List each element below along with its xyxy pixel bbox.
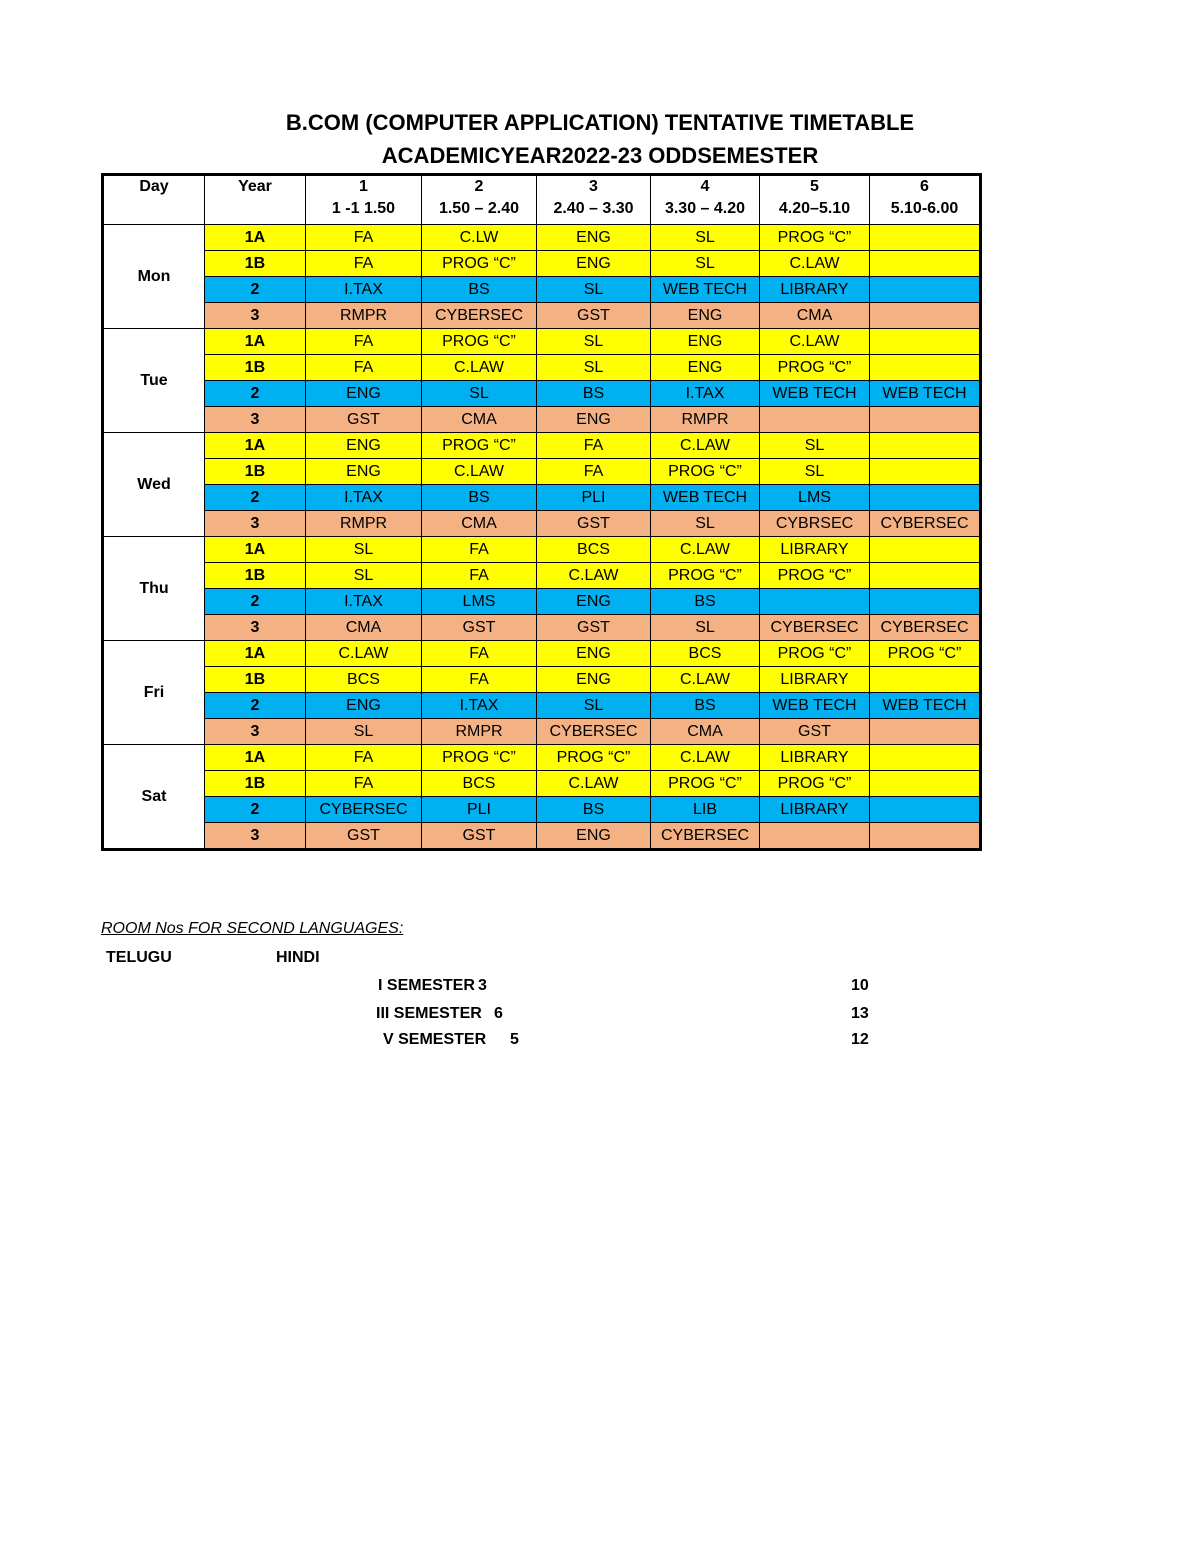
subject-cell: [870, 797, 981, 823]
table-row: [103, 329, 981, 355]
day-label: Mon: [103, 225, 205, 329]
subject-cell: SL: [651, 225, 760, 251]
timetable: [101, 173, 982, 851]
header-period: 3 2.40 – 3.30: [537, 175, 651, 225]
subject-cell: CYBERSEC: [651, 823, 760, 850]
subject-cell: SL: [651, 511, 760, 537]
header-row: [103, 175, 981, 225]
table-row: [103, 433, 981, 459]
subject-cell: RMPR: [651, 407, 760, 433]
subject-cell: CYBERSEC: [306, 797, 422, 823]
year-label: 1B: [205, 251, 306, 277]
subject-cell: ENG: [537, 823, 651, 850]
subject-cell: PROG “C”: [651, 459, 760, 485]
subject-cell: [870, 745, 981, 771]
subject-cell: CYBERSEC: [760, 615, 870, 641]
day-label: Tue: [103, 329, 205, 433]
subject-cell: SL: [651, 615, 760, 641]
subject-cell: C.LAW: [760, 329, 870, 355]
subject-cell: ENG: [537, 251, 651, 277]
telugu-room: 3: [478, 977, 487, 994]
subject-cell: BS: [537, 797, 651, 823]
header-period: 5 4.20–5.10: [760, 175, 870, 225]
table-row: [103, 381, 981, 407]
year-label: 1A: [205, 329, 306, 355]
subject-cell: BS: [422, 277, 537, 303]
subject-cell: LIBRARY: [760, 537, 870, 563]
subject-cell: SL: [306, 537, 422, 563]
subject-cell: BCS: [422, 771, 537, 797]
subject-cell: SL: [537, 329, 651, 355]
subject-cell: ENG: [537, 407, 651, 433]
table-row: [103, 589, 981, 615]
subject-cell: FA: [306, 355, 422, 381]
year-label: 3: [205, 511, 306, 537]
year-label: 3: [205, 615, 306, 641]
subject-cell: BS: [651, 589, 760, 615]
subject-cell: LIBRARY: [760, 745, 870, 771]
subject-cell: C.LAW: [651, 745, 760, 771]
subject-cell: GST: [537, 511, 651, 537]
subject-cell: [760, 589, 870, 615]
year-label: 2: [205, 693, 306, 719]
subject-cell: C.LAW: [422, 459, 537, 485]
subject-cell: PROG “C”: [760, 225, 870, 251]
subject-cell: ENG: [651, 303, 760, 329]
year-label: 3: [205, 823, 306, 850]
telugu-label: TELUGU: [106, 949, 172, 966]
subject-cell: CYBERSEC: [422, 303, 537, 329]
subject-cell: C.LAW: [306, 641, 422, 667]
year-label: 1A: [205, 225, 306, 251]
subject-cell: C.LW: [422, 225, 537, 251]
subject-cell: [870, 303, 981, 329]
header-period: 6 5.10-6.00: [870, 175, 981, 225]
subject-cell: [870, 329, 981, 355]
table-row: [103, 303, 981, 329]
subject-cell: BCS: [651, 641, 760, 667]
header-period: 4 3.30 – 4.20: [651, 175, 760, 225]
day-label: Sat: [103, 745, 205, 850]
subject-cell: C.LAW: [651, 433, 760, 459]
table-row: [103, 667, 981, 693]
year-label: 1A: [205, 641, 306, 667]
subject-cell: WEB TECH: [870, 381, 981, 407]
subject-cell: C.LAW: [422, 355, 537, 381]
year-label: 2: [205, 797, 306, 823]
subject-cell: GST: [306, 407, 422, 433]
subject-cell: BS: [537, 381, 651, 407]
table-row: [103, 719, 981, 745]
subject-cell: SL: [651, 251, 760, 277]
subject-cell: SL: [760, 433, 870, 459]
subject-cell: CYBERSEC: [537, 719, 651, 745]
subject-cell: FA: [422, 563, 537, 589]
subject-cell: WEB TECH: [651, 277, 760, 303]
subject-cell: GST: [537, 303, 651, 329]
subject-cell: [870, 277, 981, 303]
subject-cell: C.LAW: [651, 667, 760, 693]
header-period: 2 1.50 – 2.40: [422, 175, 537, 225]
subject-cell: ENG: [306, 459, 422, 485]
semester-name: III SEMESTER: [376, 1005, 482, 1022]
subject-cell: SL: [306, 563, 422, 589]
subject-cell: I.TAX: [422, 693, 537, 719]
subject-cell: PLI: [537, 485, 651, 511]
table-row: [103, 511, 981, 537]
subject-cell: WEB TECH: [760, 693, 870, 719]
subject-cell: CMA: [422, 511, 537, 537]
table-row: [103, 277, 981, 303]
subject-cell: PLI: [422, 797, 537, 823]
table-row: [103, 641, 981, 667]
day-label: Wed: [103, 433, 205, 537]
subject-cell: CMA: [306, 615, 422, 641]
table-row: [103, 485, 981, 511]
table-row: [103, 745, 981, 771]
table-row: [103, 407, 981, 433]
header-year: Year: [205, 175, 306, 225]
subject-cell: PROG “C”: [760, 641, 870, 667]
header-period: 1 1 -1 1.50: [306, 175, 422, 225]
year-label: 1B: [205, 355, 306, 381]
table-row: [103, 537, 981, 563]
subject-cell: FA: [306, 771, 422, 797]
table-row: [103, 355, 981, 381]
subject-cell: PROG “C”: [422, 329, 537, 355]
hindi-room: 10: [851, 977, 869, 994]
subject-cell: RMPR: [306, 303, 422, 329]
day-label: Thu: [103, 537, 205, 641]
room-heading: ROOM Nos FOR SECOND LANGUAGES:: [101, 920, 404, 937]
subject-cell: ENG: [306, 693, 422, 719]
subject-cell: LMS: [760, 485, 870, 511]
year-label: 1A: [205, 537, 306, 563]
subject-cell: PROG “C”: [422, 433, 537, 459]
subject-cell: FA: [306, 225, 422, 251]
subject-cell: [870, 485, 981, 511]
subject-cell: FA: [306, 251, 422, 277]
page-title: B.COM (COMPUTER APPLICATION) TENTATIVE TIMETABLE: [285, 110, 915, 135]
subject-cell: ENG: [537, 641, 651, 667]
subject-cell: WEB TECH: [651, 485, 760, 511]
subject-cell: PROG “C”: [870, 641, 981, 667]
subject-cell: [870, 251, 981, 277]
subject-cell: ENG: [651, 329, 760, 355]
year-label: 2: [205, 485, 306, 511]
table-row: [103, 563, 981, 589]
page-subtitle: ACADEMICYEAR2022-23 ODDSEMESTER: [381, 143, 819, 168]
subject-cell: LIBRARY: [760, 667, 870, 693]
subject-cell: GST: [306, 823, 422, 850]
subject-cell: BS: [422, 485, 537, 511]
subject-cell: [870, 459, 981, 485]
subject-cell: WEB TECH: [870, 693, 981, 719]
subject-cell: CYBERSEC: [870, 511, 981, 537]
subject-cell: I.TAX: [651, 381, 760, 407]
subject-cell: [870, 667, 981, 693]
subject-cell: PROG “C”: [537, 745, 651, 771]
subject-cell: RMPR: [422, 719, 537, 745]
year-label: 2: [205, 277, 306, 303]
table-row: [103, 771, 981, 797]
year-label: 2: [205, 381, 306, 407]
subject-cell: PROG “C”: [651, 563, 760, 589]
subject-cell: CYBERSEC: [870, 615, 981, 641]
subject-cell: LMS: [422, 589, 537, 615]
header-day: Day: [103, 175, 205, 225]
table-row: [103, 459, 981, 485]
subject-cell: [870, 407, 981, 433]
year-label: 1B: [205, 563, 306, 589]
subject-cell: GST: [422, 615, 537, 641]
semester-name: V SEMESTER: [383, 1031, 487, 1048]
subject-cell: BCS: [537, 537, 651, 563]
subject-cell: PROG “C”: [760, 771, 870, 797]
year-label: 1A: [205, 745, 306, 771]
year-label: 2: [205, 589, 306, 615]
subject-cell: C.LAW: [651, 537, 760, 563]
subject-cell: [870, 355, 981, 381]
year-label: 1A: [205, 433, 306, 459]
subject-cell: C.LAW: [760, 251, 870, 277]
subject-cell: RMPR: [306, 511, 422, 537]
year-label: 1B: [205, 459, 306, 485]
subject-cell: WEB TECH: [760, 381, 870, 407]
subject-cell: [870, 589, 981, 615]
subject-cell: FA: [306, 329, 422, 355]
subject-cell: ENG: [306, 381, 422, 407]
subject-cell: I.TAX: [306, 485, 422, 511]
subject-cell: SL: [760, 459, 870, 485]
subject-cell: [870, 563, 981, 589]
subject-cell: ENG: [537, 667, 651, 693]
subject-cell: BCS: [306, 667, 422, 693]
subject-cell: I.TAX: [306, 589, 422, 615]
subject-cell: PROG “C”: [760, 355, 870, 381]
subject-cell: FA: [422, 537, 537, 563]
subject-cell: FA: [537, 433, 651, 459]
subject-cell: PROG “C”: [651, 771, 760, 797]
subject-cell: CYBRSEC: [760, 511, 870, 537]
subject-cell: BS: [651, 693, 760, 719]
subject-cell: GST: [422, 823, 537, 850]
table-row: [103, 251, 981, 277]
subject-cell: ENG: [537, 225, 651, 251]
semester-name: I SEMESTER: [378, 977, 475, 994]
subject-cell: CMA: [422, 407, 537, 433]
subject-cell: GST: [760, 719, 870, 745]
subject-cell: FA: [422, 641, 537, 667]
subject-cell: CMA: [651, 719, 760, 745]
subject-cell: ENG: [306, 433, 422, 459]
subject-cell: [870, 225, 981, 251]
telugu-room: 5: [510, 1031, 519, 1048]
subject-cell: PROG “C”: [760, 563, 870, 589]
subject-cell: [760, 823, 870, 850]
subject-cell: C.LAW: [537, 771, 651, 797]
subject-cell: LIB: [651, 797, 760, 823]
subject-cell: FA: [306, 745, 422, 771]
year-label: 1B: [205, 667, 306, 693]
year-label: 3: [205, 719, 306, 745]
subject-cell: I.TAX: [306, 277, 422, 303]
year-label: 1B: [205, 771, 306, 797]
hindi-room: 13: [851, 1005, 869, 1022]
subject-cell: PROG “C”: [422, 251, 537, 277]
subject-cell: ENG: [651, 355, 760, 381]
subject-cell: [870, 823, 981, 850]
subject-cell: [760, 407, 870, 433]
year-label: 3: [205, 303, 306, 329]
subject-cell: SL: [537, 355, 651, 381]
subject-cell: [870, 433, 981, 459]
subject-cell: LIBRARY: [760, 797, 870, 823]
subject-cell: C.LAW: [537, 563, 651, 589]
subject-cell: SL: [422, 381, 537, 407]
subject-cell: SL: [537, 277, 651, 303]
table-row: [103, 797, 981, 823]
telugu-room: 6: [494, 1005, 503, 1022]
day-label: Fri: [103, 641, 205, 745]
hindi-label: HINDI: [276, 949, 320, 966]
table-row: [103, 615, 981, 641]
year-label: 3: [205, 407, 306, 433]
hindi-room: 12: [851, 1031, 869, 1048]
subject-cell: LIBRARY: [760, 277, 870, 303]
subject-cell: FA: [422, 667, 537, 693]
table-row: [103, 693, 981, 719]
subject-cell: PROG “C”: [422, 745, 537, 771]
subject-cell: [870, 771, 981, 797]
subject-cell: ENG: [537, 589, 651, 615]
subject-cell: FA: [537, 459, 651, 485]
table-row: [103, 823, 981, 850]
subject-cell: SL: [537, 693, 651, 719]
subject-cell: SL: [306, 719, 422, 745]
subject-cell: [870, 537, 981, 563]
subject-cell: [870, 719, 981, 745]
subject-cell: GST: [537, 615, 651, 641]
table-row: [103, 225, 981, 251]
subject-cell: CMA: [760, 303, 870, 329]
